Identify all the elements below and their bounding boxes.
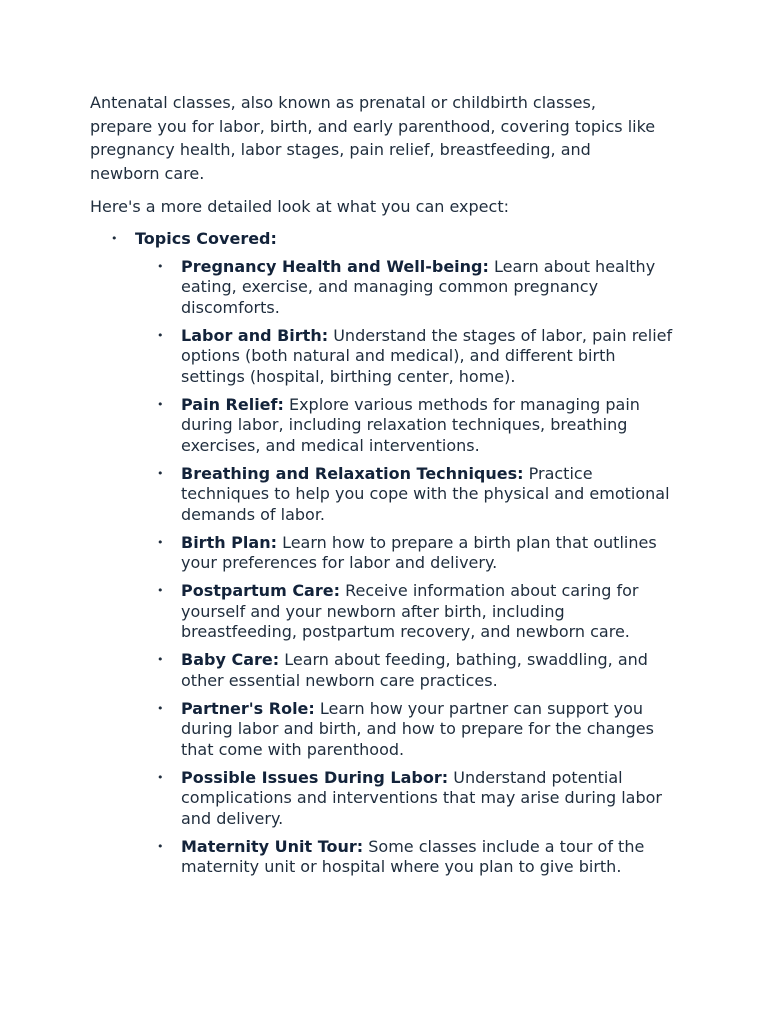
topic-item-text	[181, 581, 681, 643]
topic-list-item	[135, 699, 680, 761]
topic-item-description: Learn about feeding, bathing, swaddling, and other essential newborn care practices.	[181, 650, 648, 690]
topic-item-title: Maternity Unit Tour:	[181, 836, 364, 856]
bullet-icon: •	[111, 231, 118, 245]
bullet-icon: •	[157, 397, 164, 411]
bullet-icon: •	[157, 328, 164, 342]
topic-item-description: Learn about healthy eating, exercise, and managing common pregnancy discomforts.	[181, 256, 656, 317]
topics-covered-heading: Topics Covered:	[135, 228, 277, 248]
topic-item-title: Partner's Role:	[181, 698, 315, 718]
bullet-icon: •	[157, 535, 164, 549]
topic-item-title: Possible Issues During Labor:	[181, 767, 449, 787]
topic-item-text	[181, 326, 681, 388]
bullet-icon: •	[157, 653, 164, 666]
bullet-icon: •	[157, 701, 164, 715]
topic-item-text	[181, 699, 681, 761]
topic-item-title: Birth Plan:	[181, 532, 277, 552]
bullet-icon: •	[157, 770, 164, 784]
topic-item-description: Receive information about caring for yourself and your newborn after birth, including breastfeeding, postpartum recovery, and newborn care.	[181, 581, 639, 641]
topic-item-title: Pain Relief:	[181, 394, 284, 414]
topic-list-item	[135, 533, 680, 574]
topic-item-title: Postpartum Care:	[181, 581, 340, 600]
topic-list-item	[135, 837, 680, 878]
topic-item-description: Practice techniques to help you cope with the physical and emotional demands of labor.	[181, 463, 670, 524]
topic-item-description: Understand potential complications and interventions that may arise during labor and delivery.	[181, 767, 662, 828]
topic-list-item	[135, 650, 680, 691]
topics-sublist	[135, 257, 680, 878]
intro-paragraph: Antenatal classes, also known as prenatal or childbirth classes, prepare you for labor, birth, and early parenthood, covering topics like pregnancy health, labor stages, pain relief, breastfeeding, and newborn care.	[90, 93, 656, 183]
bullet-icon: •	[157, 584, 164, 597]
topics-covered-item	[90, 229, 680, 878]
lead-paragraph: Here's a more detailed look at what you can expect:	[90, 197, 509, 216]
topic-list-item	[135, 326, 680, 388]
topic-item-text	[181, 837, 681, 878]
topic-item-description: Explore various methods for managing pain during labor, including relaxation techniques, breathing exercises, and medical interventions.	[181, 394, 640, 455]
topic-item-title: Labor and Birth:	[181, 325, 329, 345]
topics-list	[90, 229, 680, 878]
bullet-icon: •	[157, 466, 164, 480]
topic-item-description: Learn how your partner can support you during labor and birth, and how to prepare for the changes that come with parenthood.	[181, 698, 654, 759]
document-page	[90, 91, 680, 885]
bullet-icon: •	[157, 839, 164, 853]
topic-item-title: Breathing and Relaxation Techniques:	[181, 463, 524, 483]
topic-item-text	[181, 533, 681, 574]
topic-list-item	[135, 257, 680, 319]
topic-item-description: Understand the stages of labor, pain relief options (both natural and medical), and different birth settings (hospital, birthing center, home).	[181, 325, 673, 386]
topic-item-description: Learn how to prepare a birth plan that outlines your preferences for labor and delivery.	[181, 532, 657, 572]
topic-item-text	[181, 650, 681, 691]
bullet-icon: •	[157, 259, 164, 273]
topic-list-item	[135, 395, 680, 457]
topic-item-text	[181, 768, 681, 830]
topic-list-item	[135, 581, 680, 643]
topic-item-title: Pregnancy Health and Well-being:	[181, 256, 489, 276]
topic-item-title: Baby Care:	[181, 650, 280, 669]
topic-item-text	[181, 464, 681, 526]
topic-item-text	[181, 257, 681, 319]
topic-list-item	[135, 768, 680, 830]
topic-item-description: Some classes include a tour of the maternity unit or hospital where you plan to give birth.	[181, 836, 645, 876]
topic-item-text	[181, 395, 681, 457]
topic-list-item	[135, 464, 680, 526]
